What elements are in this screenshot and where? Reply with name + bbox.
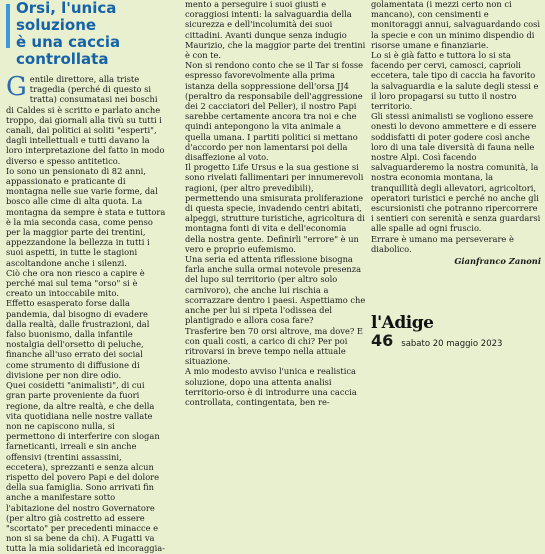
headline <box>6 0 166 68</box>
newspaper-name: l'Adige <box>371 313 434 333</box>
author-signature: Gianfranco Zanoni <box>454 256 541 267</box>
paragraph: Trasferire ben 70 orsi altrove, ma dove? E con quali costi, a carico di chi? Per poi ritrovarsi in breve tempo nella attuale situazione. <box>185 325 363 367</box>
paragraph: Una seria ed attenta riflessione bisogna farla anche sulla ormai notevole presenza del lupo sul territorio (per altro solo carnivoro), che anche lui rischia a scorrazzare dentro i paesi. Aspettiamo che anche per lui si ripeta l'odissea del plantigrado e allora cosa fare? <box>185 254 366 326</box>
page-number: 46 <box>371 331 394 350</box>
headline-line-2: è una caccia controllata <box>16 33 121 68</box>
headline-line-1: Orsi, l'unica soluzione <box>16 0 117 34</box>
publication-date: sabato 20 maggio 2023 <box>401 339 503 349</box>
paragraph: Errare è umano ma perseverare è diabolico. <box>371 233 514 254</box>
paragraph: golamentata (i mezzi certo non ci mancano), con censimenti e monitoraggi annui, salvaguardando così la specie e con un minimo dispendio di risorse umane e finanziarie. <box>371 0 541 50</box>
paragraph: Il progetto Life Ursus e la sua gestione si sono rivelati fallimentari per innumerevoli ragioni, (per altro prevedibili), permettendo una smisurata proliferazione di questa specie, invadendo centri abitati, alpeggi, strutture turistiche, agricoltura di montagna fonti di vita e dell'economia della nostra gente. Definirli "errore" è un vero e proprio eufemismo. <box>185 162 365 254</box>
drop-cap: G <box>6 72 27 102</box>
article-column-1 <box>6 0 166 554</box>
paragraph: Quei cosidetti "animalisti", di cui gran parte proveniente da fuori regione, da altre realtà, e che della vita quotidiana nelle nostre vallate non ne capiscono nulla, si permettono di interferire con slogan farneticanti, irreali e sin anche offensivi (trentini assassini, eccetera), sprezzanti e senza alcun rispetto del povero Papi e del dolore della sua famiglia. Sono arrivati fin anche a manifestare sotto l'abitazione del nostro Governatore (per altro già costretto ad essere "scortato" per precedenti minacce e non si sa bene da chi). A Fugatti va tutta la mia solidarietà ed incoraggia- <box>6 380 165 554</box>
paragraph: Effetto esasperato forse dalla pandemia, dal bisogno di evadere dalla realtà, dalle frustrazioni, dal falso buonismo, dalla infantile nostalgia dell'orsetto di peluche, finanche all'uso errato dei social come strumento di diffusione di divisione per non dire odio. <box>6 298 150 380</box>
masthead <box>371 313 502 350</box>
paragraph: Non si rendono conto che se il Tar si fosse espresso favorevolmente alla prima istanza della soppressione dell'orsa JJ4 (peraltro da responsabile dell'aggressione dei 2 cacciatori del Peller), il nostro Papi sarebbe certamente ancora tra noi e che quindi antepongono la vita animale a quella umana. I partiti politici si mettano d'accordo per non lamentarsi poi della disaffezione al voto. <box>185 60 364 163</box>
paragraph: Gentile direttore, alla triste tragedia (perché di questo si tratta) consumatasi nei boschi di Caldes si è scritto e parlato anche troppo, dai giornali alla tivù su tutti i canali, dai politici ai soliti "esperti", dagli intellettuali e tutti davano la loro interpretazione del fatto in modo diverso e spesso antitetico. <box>6 72 165 166</box>
paragraph: Io sono un pensionato di 82 anni, appassionato e praticante di montagna nelle sue varie forme, dal bosco alle cime di alta quota. La montagna da sempre è stata e tuttora è la mia seconda casa, come penso per la maggior parte dei trentini, appezzandone la bellezza in tutti i suoi aspetti, in tutte le stagioni ascoltandone anche i silenzi. <box>6 165 166 268</box>
paragraph: Lo si è già fatto e tuttora lo si sta facendo per cervi, camosci, caprioli eccetera, tale tipo di caccia ha favorito la salvaguardia e la salute degli stessi e il loro propagarsi su tutto il nostro territorio. <box>371 50 539 112</box>
paragraph: Ciò che ora non riesco a capire è perché mai sul tema "orso" si è creato un intoccabile mito. <box>6 267 145 299</box>
article-column-2 <box>185 0 366 407</box>
article-column-3 <box>371 0 541 266</box>
paragraph: A mio modesto avviso l'unica e realistica soluzione, dopo una attenta analisi territorio-orso è di introdurre una caccia controllata, contingentata, ben re- <box>185 366 357 407</box>
paragraph: Gli stessi animalisti se vogliono essere onesti lo devono ammettere e di essere soddisfatti di poter godere così anche loro di una tale diversità di fauna nelle nostre Alpi. Così facendo salvaguarderemo la nostra comunità, la nostra economia montana, la tranquillità degli allevatori, agricoltori, operatori turistici e perché no anche gli escursionisti che potranno ripercorrere i sentieri con serenità e senza guardarsi alle spalle ad ogni fruscio. <box>371 111 541 234</box>
headline-accent-bar <box>6 4 10 48</box>
paragraph: mento a perseguire i suoi giusti e coraggiosi intenti: la salvaguardia della sicurezza e dell'incolumità dei suoi cittadini. Avanti dunque senza indugio Maurizio, che la maggior parte dei trentini è con te. <box>185 0 366 61</box>
